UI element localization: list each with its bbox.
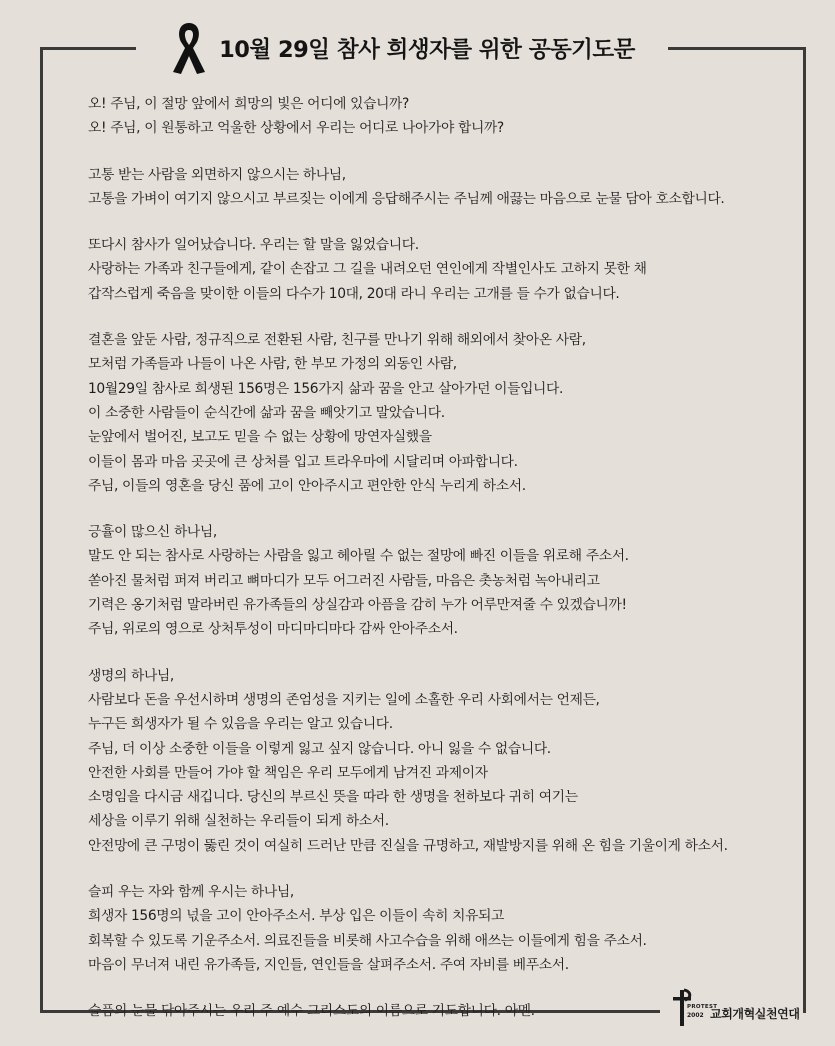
prayer-line: 쏟아진 물처럼 퍼져 버리고 뼈마디가 모두 어그러진 사람들, 마음은 촛농처럼 녹아내리고 (88, 572, 600, 589)
prayer-line: 이 소중한 사람들이 순식간에 삶과 꿈을 빼앗기고 말았습니다. (88, 404, 445, 421)
prayer-line: 안전망에 큰 구멍이 뚫린 것이 여실히 드러난 만큼 진실을 규명하고, 재발방지를 위해 온 힘을 기울이게 하소서. (88, 837, 728, 854)
prayer-paragraph (88, 233, 793, 306)
prayer-line: 오! 주님, 이 원통하고 억울한 상황에서 우리는 어디로 나아가야 합니까? (88, 120, 504, 137)
document-header (136, 20, 668, 76)
prayer-line: 또다시 참사가 일어났습니다. 우리는 할 말을 잃었습니다. (88, 237, 419, 254)
organization-name: 교회개혁실천연대 (710, 1007, 800, 1021)
prayer-line: 고통을 가벼이 여기지 않으시고 부르짖는 이에게 응답해주시는 주님께 애끓는 마음으로 눈물 담아 호소합니다. (88, 190, 725, 207)
prayer-line: 이들이 몸과 마음 곳곳에 큰 상처를 입고 트라우마에 시달리며 아파합니다. (88, 453, 518, 470)
prayer-paragraph (88, 92, 793, 141)
logo-year-text: 2002 (687, 1012, 704, 1019)
prayer-line: 말도 안 되는 참사로 사랑하는 사람을 잃고 헤아릴 수 없는 절망에 빠진 이들을 위로해 주소서. (88, 548, 629, 565)
prayer-paragraph (88, 328, 793, 498)
prayer-paragraph (88, 163, 793, 212)
logo-protest-text: PROTEST (687, 1004, 718, 1010)
prayer-line: 누구든 희생자가 될 수 있음을 우리는 알고 있습니다. (88, 716, 393, 733)
prayer-line: 사랑하는 가족과 친구들에게, 같이 손잡고 그 길을 내려오던 연인에게 작별인사도 고하지 못한 채 (88, 261, 647, 278)
prayer-line: 10월29일 참사로 희생된 156명은 156가지 삶과 꿈을 안고 살아가던 이들입니다. (88, 380, 564, 397)
page-title: 10월 29일 참사 희생자를 위한 공동기도문 (219, 37, 635, 63)
prayer-line: 주님, 더 이상 소중한 이들을 이렇게 잃고 싶지 않습니다. 아니 잃을 수 없습니다. (88, 740, 551, 757)
prayer-paragraph (88, 664, 793, 858)
prayer-line: 결혼을 앞둔 사람, 정규직으로 전환된 사람, 친구를 만나기 위해 해외에서 찾아온 사람, (88, 332, 586, 349)
prayer-line: 주님, 위로의 영으로 상처투성이 마디마디마다 감싸 안아주소서. (88, 621, 458, 638)
prayer-line: 회복할 수 있도록 기운주소서. 의료진들을 비롯해 사고수습을 위해 애쓰는 이들에게 힘을 주소서. (88, 932, 647, 949)
prayer-paragraph (88, 520, 793, 641)
prayer-line: 희생자 156명의 넋을 고이 안아주소서. 부상 입은 이들이 속히 치유되고 (88, 908, 505, 925)
mourning-ribbon-icon (169, 20, 209, 76)
prayer-line: 마음이 무너져 내린 유가족들, 지인들, 연인들을 살펴주소서. 주여 자비를 베푸소서. (88, 956, 569, 973)
prayer-line: 오! 주님, 이 절망 앞에서 희망의 빛은 어디에 있습니까? (88, 96, 410, 112)
prayer-line: 긍휼이 많으신 하나님, (88, 524, 217, 541)
prayer-paragraph (88, 880, 793, 977)
prayer-line: 사람보다 돈을 우선시하며 생명의 존엄성을 지키는 일에 소홀한 우리 사회에서는 언제든, (88, 691, 600, 708)
prayer-line: 갑작스럽게 죽음을 맞이한 이들의 다수가 10대, 20대 라니 우리는 고개를 들 수가 없습니다. (88, 285, 620, 302)
frame-border-left (40, 47, 43, 1013)
prayer-text (88, 92, 793, 1046)
prayer-line: 모처럼 가족들과 나들이 나온 사람, 한 부모 가정의 외동인 사람, (88, 356, 457, 373)
prayer-line: 슬피 우는 자와 함께 우시는 하나님, (88, 884, 294, 901)
prayer-line: 고통 받는 사람을 외면하지 않으시는 하나님, (88, 166, 346, 183)
prayer-line: 눈앞에서 벌어진, 보고도 믿을 수 없는 상황에 망연자실했을 (88, 429, 432, 446)
prayer-line: 주님, 이들의 영혼을 당신 품에 고이 안아주시고 편안한 안식 누리게 하소서. (88, 477, 526, 494)
frame-border-top-left (40, 47, 136, 50)
prayer-line: 기력은 옹기처럼 말라버린 유가족들의 상실감과 아픔을 감히 누가 어루만져줄 수 있겠습니까! (88, 597, 627, 614)
prayer-line: 소명임을 다시금 새깁니다. 당신의 부르신 뜻을 따라 한 생명을 천하보다 귀히 여기는 (88, 789, 578, 806)
frame-border-top-right (668, 47, 806, 50)
prayer-line: 슬픔의 눈물 닦아주시는 우리 주 예수 그리스도의 이름으로 기도합니다. 아멘. (88, 1003, 535, 1020)
prayer-line: 세상을 이루기 위해 실천하는 우리들이 되게 하소서. (88, 813, 389, 830)
organization-logo (670, 988, 820, 1028)
prayer-line: 안전한 사회를 만들어 가야 할 책임은 우리 모두에게 남겨진 과제이자 (88, 764, 488, 781)
frame-border-right (803, 47, 806, 1013)
prayer-line: 생명의 하나님, (88, 667, 174, 684)
